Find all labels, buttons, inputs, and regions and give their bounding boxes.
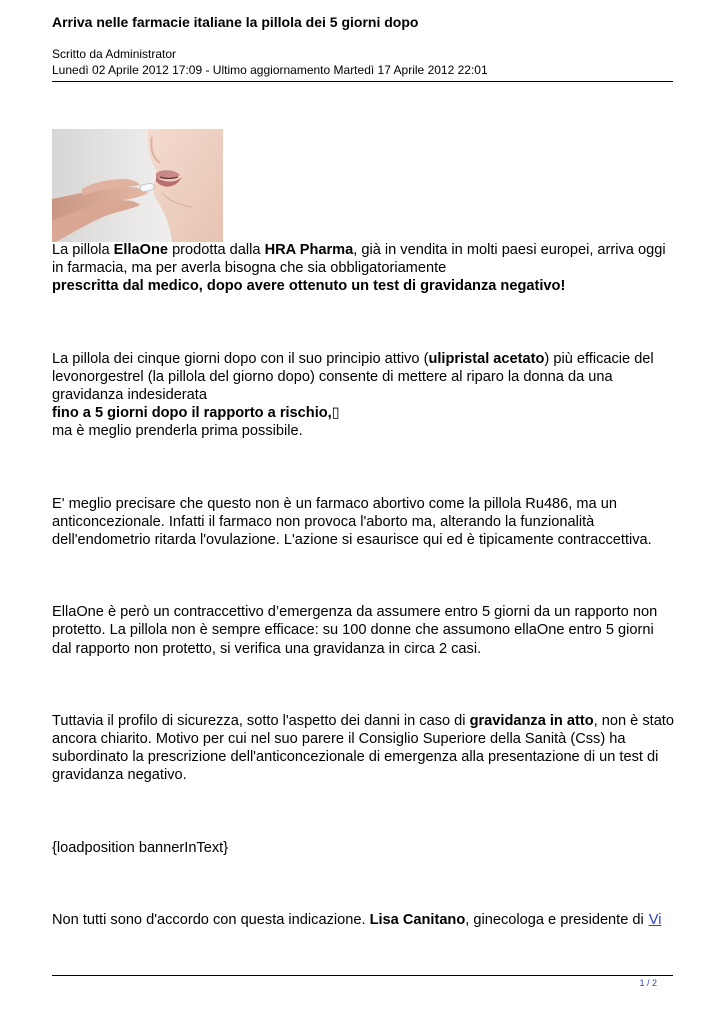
- text-run: ma è meglio prenderla prima possibile.: [52, 423, 303, 440]
- text-run: , ginecologa e presidente di: [465, 911, 644, 928]
- article-body: [52, 241, 677, 929]
- organization-link[interactable]: Vi: [648, 911, 662, 928]
- missing-glyph: ▯: [331, 405, 340, 422]
- text-run: La pillola: [52, 242, 114, 258]
- bold-company-name: HRA Pharma: [264, 242, 354, 258]
- bold-active-ingredient: ulipristal acetato: [428, 350, 545, 367]
- paragraph-principle: [52, 350, 677, 441]
- text-run: Non tutti sono d'accordo con questa indicazione.: [52, 911, 370, 928]
- page-title: Arriva nelle farmacie italiane la pillola dei 5 giorni dopo: [52, 14, 419, 30]
- paragraph-not-abortive: E' meglio precisare che questo non è un farmaco abortivo come la pillola Ru486, ma un anticoncezionale. Infatti il farmaco non provoca l'aborto ma, alterando la funzionalità dell'endometrio ritarda l'ovulazione. L'azione si esaurisce qui ed è tipicamente contraccettiva.: [52, 495, 652, 549]
- text-run: , già in vendita in molti paesi europei, arriva oggi in farmacia, ma per averla bisogna che sia obbligatoriamente: [52, 242, 666, 277]
- text-run: La pillola dei cinque giorni dopo con il suo principio attivo (: [52, 350, 429, 367]
- text-run: ) più efficacie del levonorgestrel (la pillola del giorno dopo) consente di mettere al riparo la donna da una gravidanza indesiderata: [52, 350, 654, 404]
- page-indicator: 1 / 2: [639, 978, 657, 988]
- date-line: Lunedì 02 Aprile 2012 17:09 - Ultimo aggiornamento Martedì 17 Aprile 2012 22:01: [52, 63, 488, 77]
- paragraph-disagreement: [52, 911, 677, 929]
- footer-divider: [52, 975, 673, 976]
- author-line: Scritto da Administrator: [52, 47, 177, 61]
- bold-emphasis: fino a 5 giorni dopo il rapporto a rischio,: [52, 405, 332, 422]
- article-photo: [52, 129, 223, 242]
- bold-emphasis: prescritta dal medico, dopo avere ottenuto un test di gravidanza negativo!: [52, 278, 566, 295]
- bold-person-name: Lisa Canitano: [369, 911, 466, 928]
- bold-product-name: EllaOne: [113, 242, 169, 258]
- text-run: , non è stato ancora chiarito. Motivo per cui nel suo parere il Consiglio Superiore della Sanità (Css) ha subordinato la prescrizione dell'anticoncezionale di emergenza alla presentazione di un test di gravidanza negativo.: [52, 712, 674, 784]
- text-run: prodotta dalla: [168, 242, 265, 258]
- text-run: Tuttavia il profilo di sicurezza, sotto l'aspetto dei danni in caso di: [52, 712, 470, 729]
- paragraph-emergency: EllaOne è però un contraccettivo d’emergenza da assumere entro 5 giorni da un rapporto non protetto. La pillola non è sempre efficace: su 100 donne che assumono ellaOne entro 5 giorni dal rapporto non protetto, si verifica una gravidanza in circa 2 casi.: [52, 604, 658, 657]
- bold-emphasis: gravidanza in atto: [469, 712, 594, 729]
- paragraph-safety: [52, 712, 677, 785]
- header-divider: [52, 81, 673, 82]
- paragraph-loadposition: {loadposition bannerInText}: [52, 839, 229, 856]
- article-meta: [52, 46, 488, 78]
- paragraph-intro: [52, 241, 677, 296]
